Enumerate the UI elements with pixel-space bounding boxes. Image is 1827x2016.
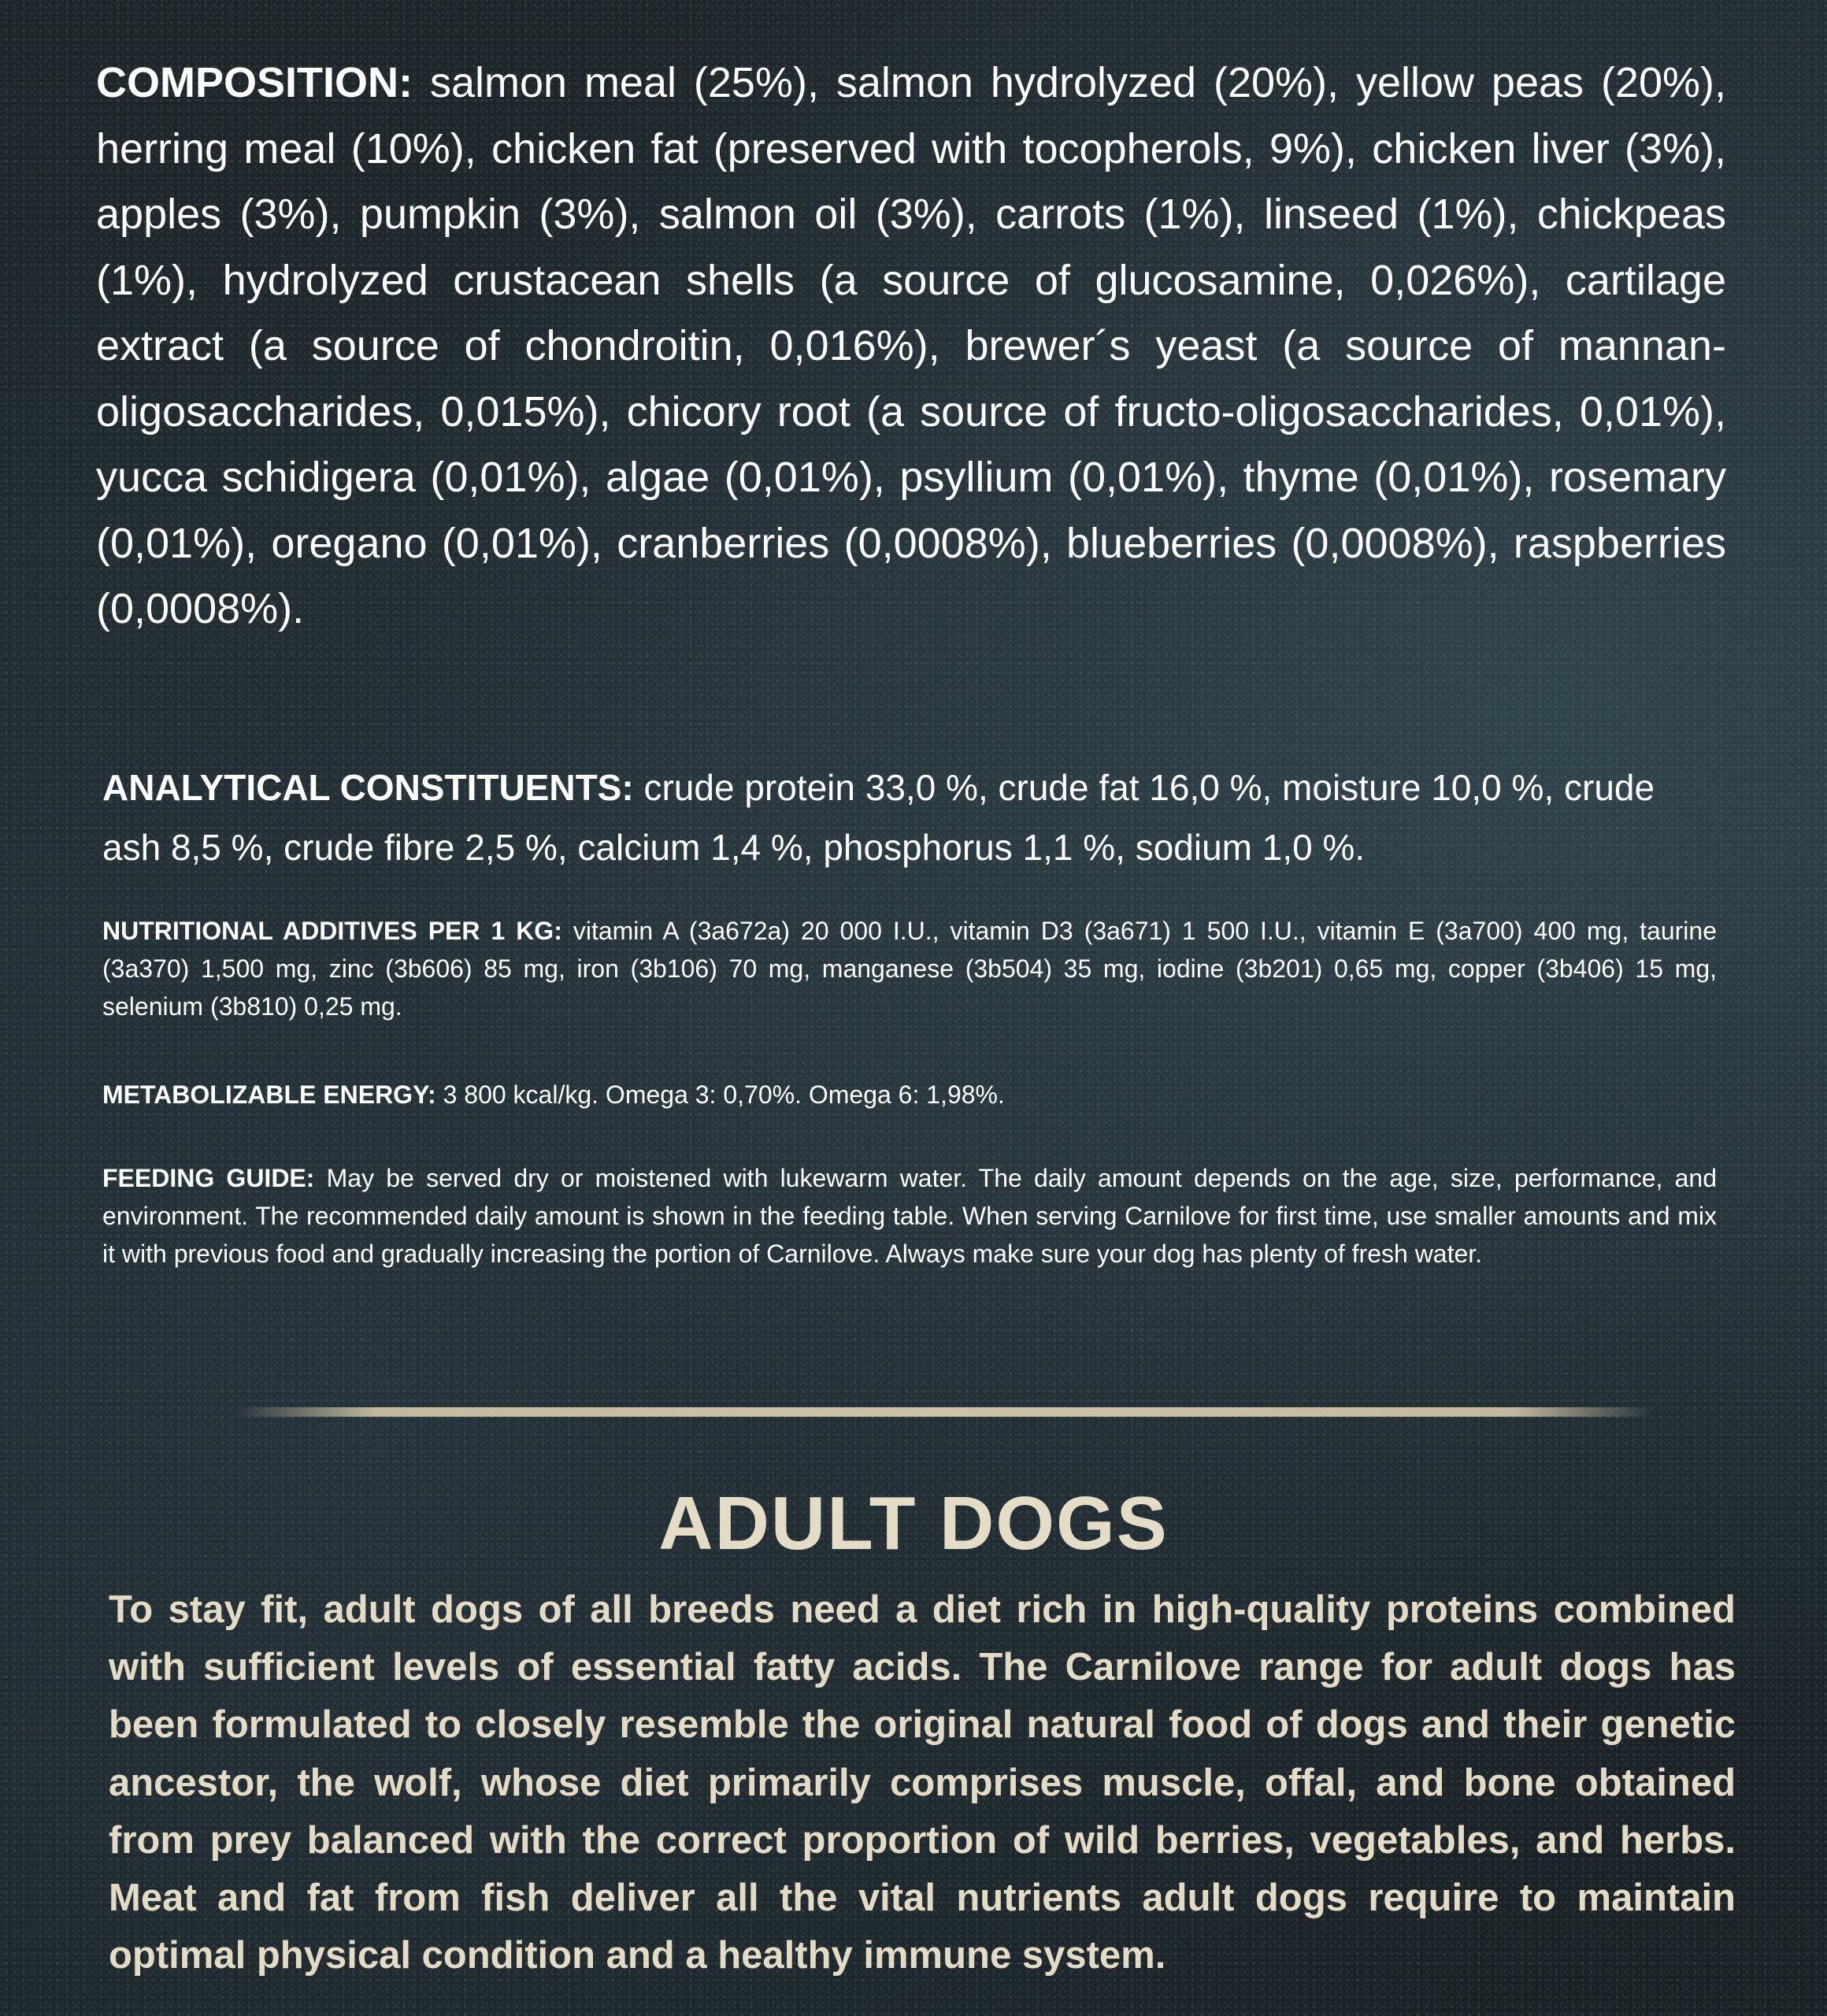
additives-label: NUTRITIONAL ADDITIVES PER 1 KG: bbox=[102, 917, 562, 945]
analytical-text: crude protein 33,0 %, crude fat 16,0 %, moisture 10,0 %, crude ash 8,5 %, crude fibre 2,5 %, calcium 1,4 %, phosphorus 1,1 %, sodium 1,0 %. bbox=[102, 767, 1655, 868]
feeding-label: FEEDING GUIDE: bbox=[102, 1164, 315, 1192]
energy-text: 3 800 kcal/kg. Omega 3: 0,70%. Omega 6: 1,98%. bbox=[443, 1080, 1005, 1109]
additives-text: vitamin A (3a672a) 20 000 I.U., vitamin D3 (3a671) 1 500 I.U., vitamin E (3a700) 400 mg, taurine (3a370) 1,500 mg, zinc (3b606) 85 mg, iron (3b106) 70 mg, manganese (3b504) 35 mg, iodine (3b201) 0,65 mg, copper (3b406) 15 mg, selenium (3b810) 0,25 mg. bbox=[102, 917, 1718, 1021]
composition-text: salmon meal (25%), salmon hydrolyzed (20%), yellow peas (20%), herring meal (10%), chicken fat (preserved with tocopherols, 9%), chicken liver (3%), apples (3%), pumpkin (3%), salmon oil (3%), carrots (1%), linseed (1%), chickpeas (1%), hydrolyzed crustacean shells (a source of glucosamine, 0,026%), cartilage extract (a source of chondroitin, 0,016%), brewer´s yeast (a source of mannan-oligosaccharides, 0,015%), chicory root (a source of fructo-oligosaccharides, 0,01%), yucca schidigera (0,01%), algae (0,01%), psyllium (0,01%), thyme (0,01%), rosemary (0,01%), oregano (0,01%), cranberries (0,0008%), blueberries (0,0008%), raspberries (0,0008%). bbox=[96, 59, 1726, 632]
metabolizable-energy-section bbox=[102, 1076, 1717, 1114]
adult-dogs-title: ADULT DOGS bbox=[658, 1481, 1169, 1566]
analytical-label: ANALYTICAL CONSTITUENTS: bbox=[102, 767, 634, 808]
section-divider bbox=[236, 1407, 1654, 1417]
analytical-constituents-section bbox=[102, 758, 1717, 877]
feeding-text: May be served dry or moistened with lukewarm water. The daily amount depends on the age, size, performance, and environment. The recommended daily amount is shown in the feeding table. When serving Carnilove for first time, use smaller amounts and mix it with previous food and gradually increasing the portion of Carnilove. Always make sure your dog has plenty of fresh water. bbox=[102, 1164, 1718, 1268]
composition-section bbox=[96, 50, 1726, 643]
feeding-guide-section bbox=[102, 1159, 1717, 1273]
energy-label: METABOLIZABLE ENERGY: bbox=[102, 1080, 436, 1109]
nutritional-additives-section bbox=[102, 912, 1717, 1025]
composition-label: COMPOSITION: bbox=[96, 59, 413, 106]
adult-dogs-description: To stay fit, adult dogs of all breeds need a diet rich in high-quality proteins combined with sufficient levels of essential fatty acids. The Carnilove range for adult dogs has been formulated to closely resemble the original natural food of dogs and their genetic ancestor, the wolf, whose diet primarily comprises muscle, offal, and bone obtained from prey balanced with the correct proportion of wild berries, vegetables, and herbs. Meat and fat from fish deliver all the vital nutrients adult dogs require to maintain optimal physical condition and a healthy immune system. bbox=[109, 1588, 1736, 1977]
